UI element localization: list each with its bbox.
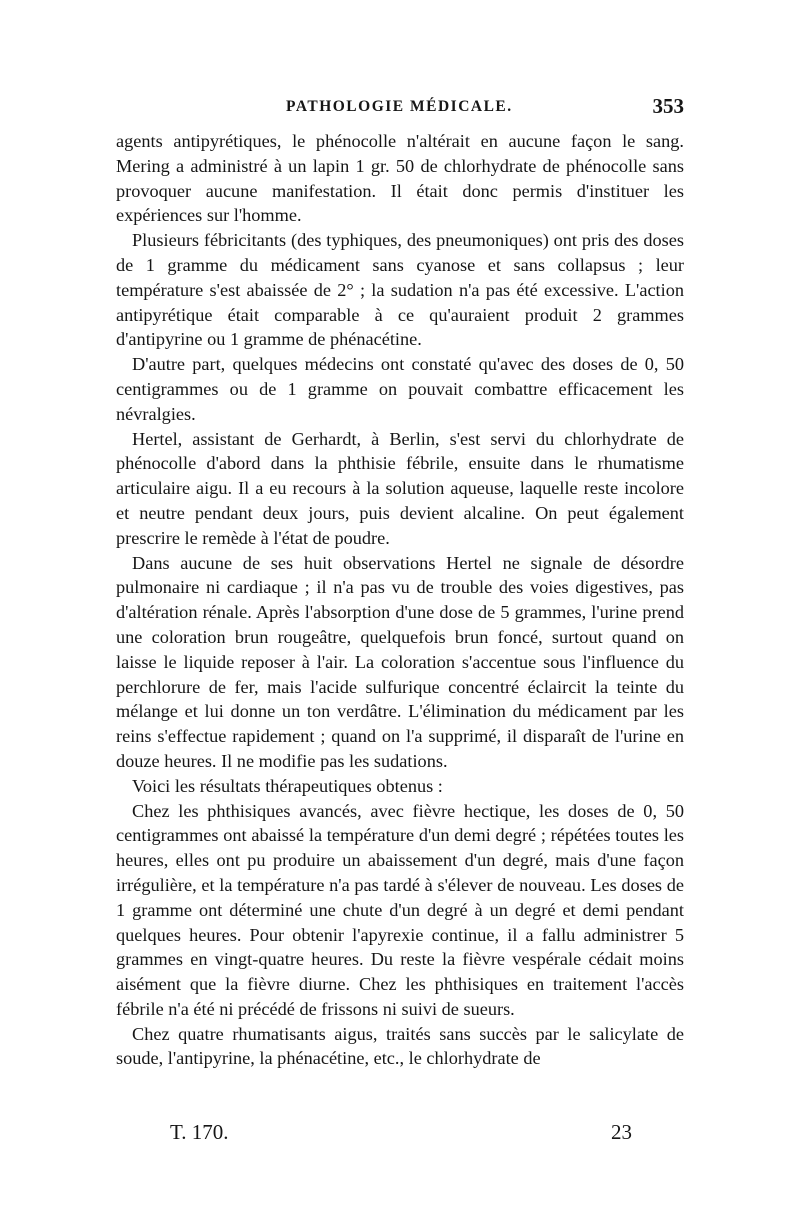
paragraph: Chez quatre rhumatisants aigus, traités sans succès par le salicylate de soude, l'antipyrine, la phénacétine, etc., le chlorhydrate de	[116, 1023, 684, 1069]
paragraph: Chez les phthisiques avancés, avec fièvre hectique, les doses de 0, 50 centigrammes ont abaissé la température d'un demi degré ; répétées toutes les heures, elles ont pu produire un abaissement d'un degré, mais d'une façon irrégulière, et la température n'a pas tardé à s'élever de nouveau. Les doses de 1 gramme ont déterminé une chute d'un degré à un degré et demi pendant quelques heures. Pour obtenir l'apyrexie continue, il a fallu administrer 5 grammes en vingt-quatre heures. Du reste la fièvre vespérale cédait moins aisément que la fièvre diurne. Chez les phthisiques en traitement l'accès fébrile n'a été ni précédé de frissons ni suivi de sueurs.	[116, 800, 684, 1019]
page-header	[118, 96, 684, 122]
page-footer	[170, 1120, 632, 1148]
paragraph: Voici les résultats thérapeutiques obtenus :	[132, 775, 443, 796]
paragraph: D'autre part, quelques médecins ont constaté qu'avec des doses de 0, 50 centigrammes ou de 1 gramme on pouvait combattre efficacement les névralgies.	[116, 354, 684, 424]
paragraph: agents antipyrétiques, le phénocolle n'altérait en aucune façon le sang. Mering a administré à un lapin 1 gr. 50 de chlorhydrate de phénocolle sans provoquer aucune manifestation. Il était donc permis d'instituer les expériences sur l'homme.	[116, 131, 684, 226]
paragraph: Dans aucune de ses huit observations Hertel ne signale de désordre pulmonaire ni cardiaque ; il n'a pas vu de trouble des voies digestives, pas d'altération rénale. Après l'absorption d'une dose de 5 grammes, l'urine prend une coloration brun rougeâtre, quelquefois brun foncé, surtout quand on laisse le liquide reposer à l'air. La coloration s'accentue sous l'influence du perchlorure de fer, mais l'acide sulfurique concentré éclaircit la teinte du mélange et lui donne un ton verdâtre. L'élimination du médicament par les reins s'effectue rapidement ; quand on l'a supprimé, il disparaît de l'urine en douze heures. Il ne modifie pas les sudations.	[116, 552, 684, 771]
page-number: 353	[652, 94, 684, 118]
volume-signature: T. 170.	[170, 1120, 229, 1144]
paragraph: Hertel, assistant de Gerhardt, à Berlin, s'est servi du chlorhydrate de phénocolle d'abord dans la phthisie fébrile, ensuite dans le rhumatisme articulaire aigu. Il a eu recours à la solution aqueuse, laquelle reste incolore et neutre pendant deux jours, puis devient alcaline. On peut également prescrire le remède à l'état de poudre.	[116, 428, 684, 548]
paragraph: Plusieurs fébricitants (des typhiques, des pneumoniques) ont pris des doses de 1 gramme du médicament sans cyanose et sans collapsus ; leur température s'est abaissée de 2° ; la sudation n'a pas été excessive. L'action antipyrétique était comparable à ce qu'auraient produit 2 grammes d'antipyrine ou 1 gramme de phénacétine.	[116, 230, 684, 350]
body-text	[116, 129, 684, 1071]
running-head: PATHOLOGIE MÉDICALE.	[286, 98, 513, 115]
sheet-number: 23	[611, 1120, 632, 1144]
